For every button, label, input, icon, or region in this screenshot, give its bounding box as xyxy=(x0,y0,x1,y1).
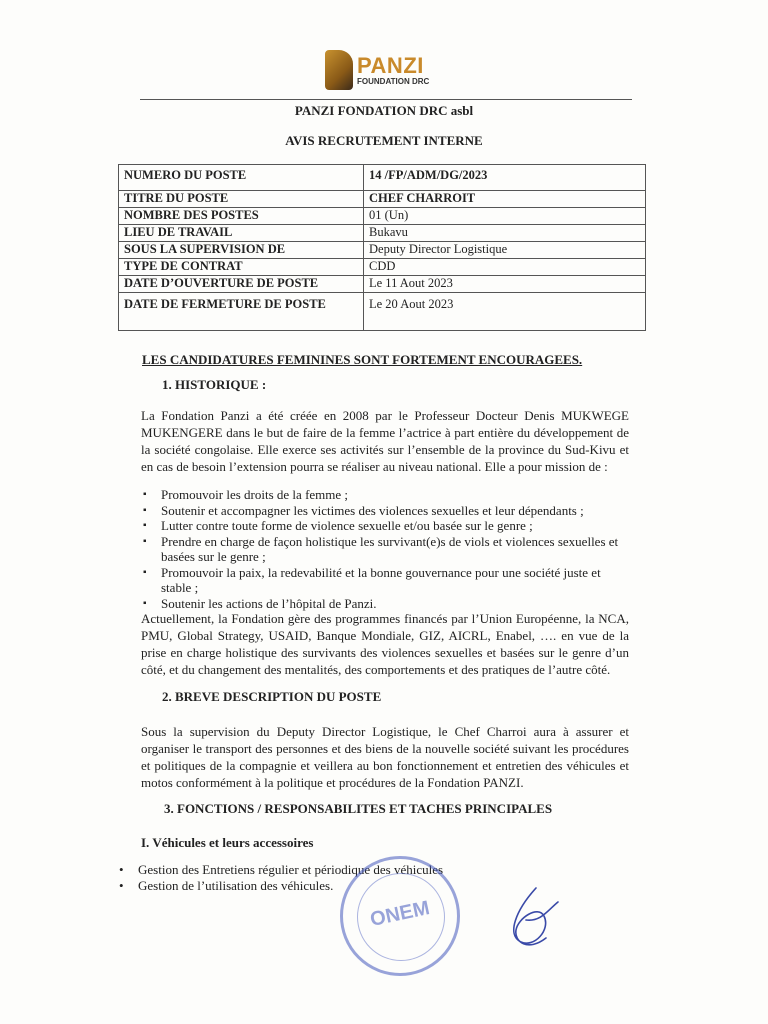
vehicules-subtitle: I. Véhicules et leurs accessoires xyxy=(141,835,314,850)
row-label: NUMERO DU POSTE xyxy=(119,165,364,191)
row-value: Bukavu xyxy=(364,225,646,242)
list-item: ▪ Soutenir les actions de l’hôpital de Panzi. xyxy=(141,596,631,612)
section-fonctions-title: 3. FONCTIONS / RESPONSABILITES ET TACHES PRINCIPALES xyxy=(164,801,553,816)
fonctions-list xyxy=(116,862,516,894)
row-value: Le 20 Aout 2023 xyxy=(364,293,646,331)
historique-closing: Actuellement, la Fondation gère des programmes financés par l’Union Européenne, la NCA, PMU, Global Strategy, USAID, Banque Mondiale, GIZ, AICRL, Enabel, …. en vue de la prise en charge holistique des survivants des violences sexuelles et basées sur le genre d’un côté, et du changement des mentalités, des comportements et des pratiques de l’autre côté. xyxy=(141,611,629,677)
panzi-logo xyxy=(325,47,450,93)
section-description-title: 2. BREVE DESCRIPTION DU POSTE xyxy=(162,689,382,704)
notice-title: AVIS RECRUTEMENT INTERNE xyxy=(285,133,483,148)
description-text: Sous la supervision du Deputy Director Logistique, le Chef Charroi aura à assurer et organiser le transport des personnes et des biens de la nouvelle société suivant les procédures et politiques de la compagnie et veillera au bon fonctionnement et entretien des véhicules et motos conformément à la politique et procédures de la Fondation PANZI. xyxy=(141,724,629,790)
list-item: ▪ Prendre en charge de façon holistique les survivant(e)s de viols et violences sexuelles et basées sur le genre ; xyxy=(141,534,631,565)
row-value: 14 /FP/ADM/DG/2023 xyxy=(364,165,646,191)
table-row xyxy=(119,293,646,331)
table-row xyxy=(119,191,646,208)
list-item: ▪ Lutter contre toute forme de violence sexuelle et/ou basée sur le genre ; xyxy=(141,518,631,534)
row-label: LIEU DE TRAVAIL xyxy=(119,225,364,242)
row-value: CDD xyxy=(364,259,646,276)
table-row xyxy=(119,242,646,259)
logo-name: PANZI xyxy=(357,52,424,78)
official-stamp xyxy=(340,856,460,976)
row-value: CHEF CHARROIT xyxy=(364,191,646,208)
table-row xyxy=(119,276,646,293)
list-item: ▪ Soutenir et accompagner les victimes des violences sexuelles et leur dépendants ; xyxy=(141,503,631,519)
logo-subtitle: FOUNDATION DRC xyxy=(357,76,430,86)
row-value: Deputy Director Logistique xyxy=(364,242,646,259)
row-value: 01 (Un) xyxy=(364,208,646,225)
organization-name: PANZI FONDATION DRC asbl xyxy=(294,103,474,118)
row-label: DATE D’OUVERTURE DE POSTE xyxy=(119,276,364,293)
row-label: TITRE DU POSTE xyxy=(119,191,364,208)
row-value: Le 11 Aout 2023 xyxy=(364,276,646,293)
historique-intro: La Fondation Panzi a été créée en 2008 par le Professeur Docteur Denis MUKWEGE MUKENGERE dans le but de faire de la femme l’actrice à part entière du développement de la société congolaise. Elle exerce ses activités sur l’ensemble de la province du Sud-Kivu et en cas de besoin l’extension pourra se réaliser au niveau national. Elle a pour mission de : xyxy=(141,408,629,474)
row-label: DATE DE FERMETURE DE POSTE xyxy=(119,293,364,331)
signature xyxy=(496,880,566,960)
section-historique-title: 1. HISTORIQUE : xyxy=(162,377,267,392)
logo-mark-icon xyxy=(325,50,353,90)
stamp-text: ONEM xyxy=(368,897,432,932)
table-row xyxy=(119,259,646,276)
table-row xyxy=(119,208,646,225)
table-row xyxy=(119,225,646,242)
row-label: SOUS LA SUPERVISION DE xyxy=(119,242,364,259)
list-item: ▪ Promouvoir la paix, la redevabilité et la bonne gouvernance pour une société juste et stable ; xyxy=(141,565,631,596)
list-item: • Gestion de l’utilisation des véhicules. xyxy=(116,878,516,894)
list-item: ▪ Promouvoir les droits de la femme ; xyxy=(141,487,631,503)
mission-list xyxy=(141,487,631,611)
job-info-table xyxy=(118,164,646,331)
row-label: NOMBRE DES POSTES xyxy=(119,208,364,225)
encouragement-note: LES CANDIDATURES FEMININES SONT FORTEMENT ENCOURAGEES. xyxy=(142,352,583,367)
row-label: TYPE DE CONTRAT xyxy=(119,259,364,276)
header-divider xyxy=(140,99,632,100)
table-row xyxy=(119,165,646,191)
list-item: • Gestion des Entretiens régulier et périodique des véhicules xyxy=(116,862,516,878)
